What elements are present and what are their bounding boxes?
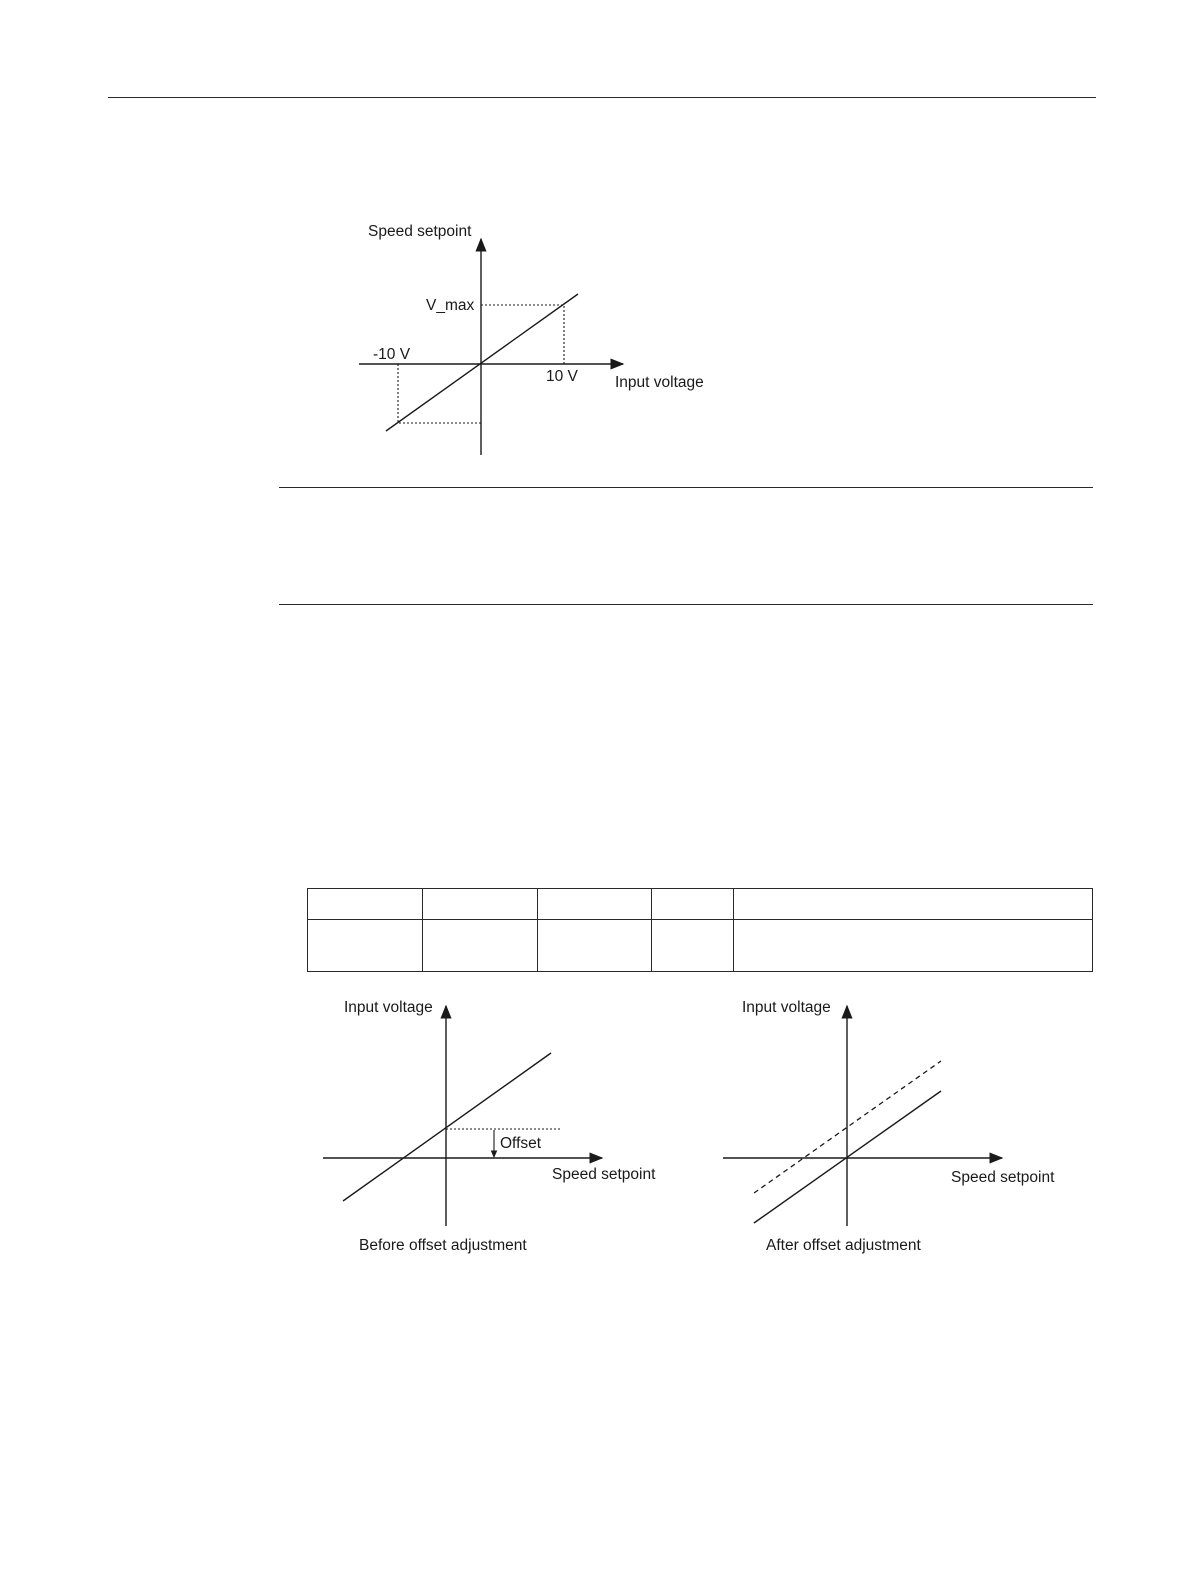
- section-rule-top: [279, 487, 1093, 488]
- table-cell: [652, 889, 734, 920]
- speed-setpoint-diagram: [340, 210, 740, 470]
- parameter-table: [307, 888, 1093, 972]
- neg-voltage-label: -10 V: [373, 346, 411, 363]
- table-cell: [308, 889, 423, 920]
- x-axis-label: Speed setpoint: [552, 1166, 656, 1183]
- table-cell: [423, 920, 538, 972]
- pos-voltage-label: 10 V: [546, 368, 578, 385]
- table-cell: [734, 920, 1093, 972]
- before-offset-diagram: [310, 990, 680, 1265]
- table-cell: [308, 920, 423, 972]
- x-axis-label: Speed setpoint: [951, 1169, 1055, 1186]
- table-cell: [652, 920, 734, 972]
- section-rule-bottom: [279, 604, 1093, 605]
- y-axis-label: Speed setpoint: [368, 223, 472, 240]
- vmax-label: V_max: [426, 297, 475, 314]
- caption: Before offset adjustment: [359, 1237, 527, 1254]
- header-rule: [108, 97, 1096, 98]
- table-cell: [423, 889, 538, 920]
- caption: After offset adjustment: [766, 1237, 921, 1254]
- after-offset-diagram: [710, 990, 1080, 1265]
- x-axis-label: Input voltage: [615, 374, 704, 391]
- offset-label: Offset: [500, 1135, 542, 1152]
- table-cell: [734, 889, 1093, 920]
- table-header-row: [308, 889, 1093, 920]
- table-row: [308, 920, 1093, 972]
- y-axis-label: Input voltage: [742, 999, 831, 1016]
- y-axis-label: Input voltage: [344, 999, 433, 1016]
- characteristic-line: [386, 294, 578, 431]
- table-cell: [538, 920, 652, 972]
- table-cell: [538, 889, 652, 920]
- characteristic-line: [343, 1053, 551, 1201]
